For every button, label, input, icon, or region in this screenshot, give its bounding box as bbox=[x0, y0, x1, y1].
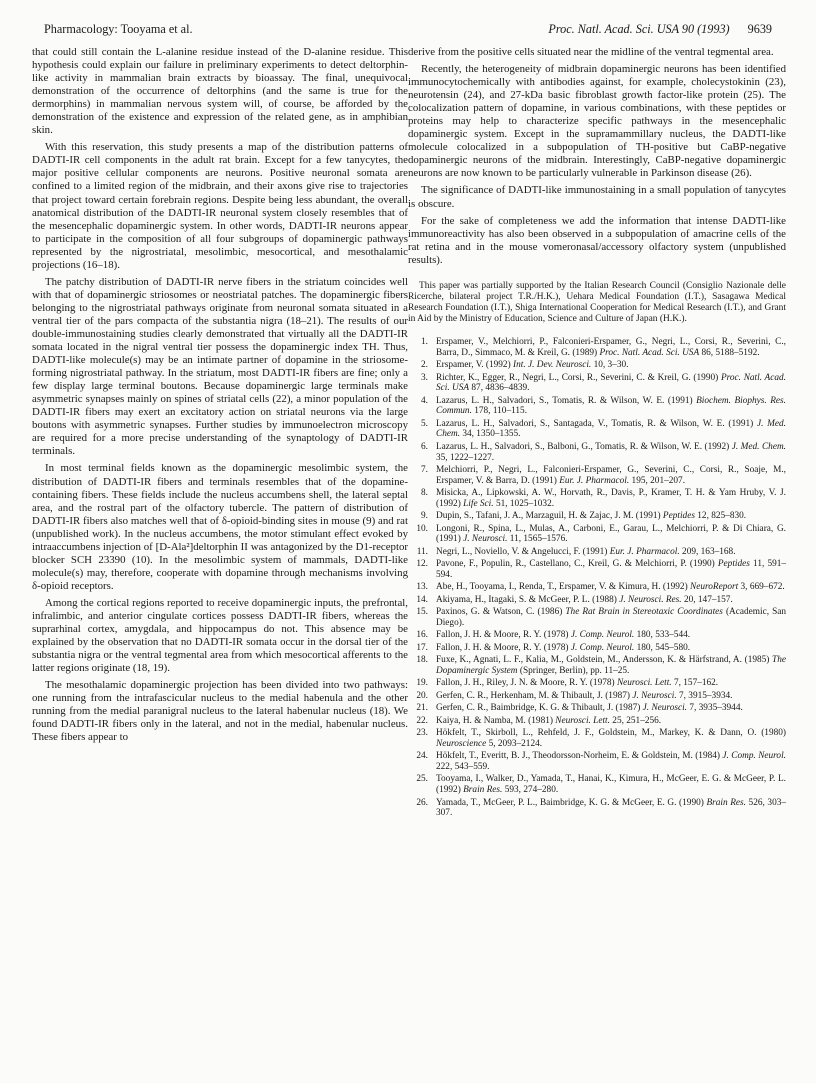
journal-citation: Proc. Natl. Acad. Sci. USA 90 (1993) bbox=[548, 22, 730, 36]
reference-authors: Lazarus, L. H., Salvadori, S., Balboni, G., Tomatis, R. & Wilson, W. E. (1992) bbox=[436, 441, 730, 452]
reference-authors: Hökfelt, T., Everitt, B. J., Theodorsson-Norheim, E. & Goldstein, M. (1984) bbox=[436, 751, 720, 762]
reference-volume: 180, bbox=[636, 630, 653, 641]
reference-number: 6. bbox=[421, 441, 428, 452]
reference-pages: 825–830. bbox=[711, 511, 747, 522]
body-paragraph: With this reservation, this study presents a map of the distribution patterns of DADTI-IR cell components in the adult rat brain. Except for a few tanycytes, the major positive cellular components are neurons. Positive neuronal somata are confined to a limited region of the midbrain, and their axons give rise to trajectories that project toward certain forebrain regions. Despite being less abundant, the overall anatomical distribution of the DADTI-IR neuronal system closely resembles that of the mesencephalic dopaminergic system. In other words, DADTI-IR neurons appear to participate in the composition of all four subgroups of dopaminergic pathways represented by the nigrostriatal, mesolimbic, mesocortical, and mesothalamic projections (16–18). bbox=[32, 141, 408, 271]
reference-volume: 222, bbox=[436, 761, 453, 772]
reference-authors: Erspamer, V., Melchiorri, P., Falconieri-Erspamer, G., Negri, L., Corsi, R., Severini, C., Barra, D., Simmaco, M. & Kreil, G. (1989) bbox=[436, 337, 786, 358]
reference-volume: 7, bbox=[673, 678, 681, 689]
reference-number: 1. bbox=[421, 337, 428, 348]
reference-journal: J. Neurosci. bbox=[463, 534, 508, 545]
reference-pages: (Springer, Berlin), pp. 11–25. bbox=[519, 665, 630, 676]
reference-volume: 3, bbox=[740, 582, 748, 593]
reference-authors: Lazarus, L. H., Salvadori, S., Tomatis, R. & Wilson, W. E. (1991) bbox=[436, 395, 693, 406]
reference-pages: 2093–2124. bbox=[497, 738, 543, 749]
reference-list bbox=[408, 337, 786, 819]
reference-volume: 34, bbox=[462, 429, 474, 440]
reference-authors: Fallon, J. H. & Moore, R. Y. (1978) bbox=[436, 642, 569, 653]
reference-pages: 3935–3944. bbox=[698, 703, 743, 714]
reference-journal: Peptides bbox=[662, 511, 695, 522]
reference-journal: Proc. Natl. Acad. Sci. USA bbox=[436, 372, 786, 394]
reference-volume: 11, bbox=[509, 534, 522, 545]
reference-journal: The Dopaminergic System bbox=[436, 655, 786, 676]
reference-pages: 110–115. bbox=[492, 406, 528, 417]
reference-journal: Neurosci. Lett. bbox=[616, 678, 672, 689]
reference-number: 17. bbox=[416, 642, 428, 653]
left-column bbox=[32, 46, 408, 744]
reference-item bbox=[408, 360, 786, 371]
reference-item bbox=[408, 774, 786, 795]
reference-item bbox=[408, 678, 786, 689]
reference-pages: 533–544. bbox=[655, 630, 691, 641]
reference-number: 4. bbox=[421, 395, 428, 406]
reference-pages: 1025–1032. bbox=[509, 498, 555, 509]
reference-volume: 7, bbox=[678, 690, 686, 701]
reference-authors: Gerfen, C. R., Baimbridge, K. G. & Thibault, J. (1987) bbox=[436, 703, 641, 714]
reference-item bbox=[408, 465, 786, 486]
reference-number: 21. bbox=[416, 703, 428, 714]
reference-item bbox=[408, 337, 786, 358]
reference-item bbox=[408, 595, 786, 606]
reference-volume: 209, bbox=[682, 546, 699, 557]
reference-item bbox=[408, 559, 786, 580]
reference-number: 12. bbox=[416, 559, 428, 570]
reference-item bbox=[408, 728, 786, 749]
body-paragraph: The significance of DADTI-like immunostaining in a small population of tanycytes is obscure. bbox=[408, 184, 786, 210]
reference-item bbox=[408, 751, 786, 772]
reference-item bbox=[408, 716, 786, 727]
reference-number: 25. bbox=[416, 774, 428, 785]
reference-number: 9. bbox=[421, 511, 428, 522]
reference-pages: 3915–3934. bbox=[688, 690, 733, 701]
reference-pages: 3–30. bbox=[607, 360, 629, 371]
reference-pages: 1350–1355. bbox=[476, 429, 521, 440]
reference-item bbox=[408, 511, 786, 522]
reference-volume: 87, bbox=[471, 383, 484, 394]
reference-pages: 545–580. bbox=[655, 642, 691, 653]
reference-number: 22. bbox=[416, 715, 428, 726]
reference-number: 23. bbox=[416, 728, 428, 739]
reference-item bbox=[408, 582, 786, 593]
running-head-journal-block bbox=[548, 22, 772, 36]
reference-volume: 180, bbox=[636, 642, 653, 653]
reference-authors: Paxinos, G. & Watson, C. (1986) bbox=[436, 607, 563, 618]
reference-journal: J. Comp. Neurol. bbox=[570, 630, 635, 641]
body-paragraph: For the sake of completeness we add the information that intense DADTI-like immunoreactivity has also been observed in a subpopulation of amacrine cells of the rat retina and in the mouse vomeronasal/accessory olfactory system (unpublished results). bbox=[408, 214, 786, 266]
reference-journal: Eur. J. Pharmacol. bbox=[559, 475, 630, 486]
reference-number: 8. bbox=[421, 488, 428, 499]
reference-journal: J. Neurosci. bbox=[642, 703, 687, 714]
body-paragraph: Among the cortical regions reported to receive dopaminergic inputs, the prefrontal, infralimbic, and anterior cingulate cortices possess DADTI-IR fibers, whereas the suprarhinal cortex, amygdala, and hippocampus do not. This absence may be explained by the observation that no DADTI-IR somata occur in the dorsal tier of the substantia nigra or the ventral tegmental area from which mesocortical afferents to the latter regions originate (18, 19). bbox=[32, 596, 408, 675]
reference-pages: 669–672. bbox=[749, 582, 785, 593]
reference-authors: Pavone, F., Populin, R., Castellano, C., Kreil, G. & Melchiorri, P. (1990) bbox=[436, 559, 715, 570]
reference-journal: Int. J. Dev. Neurosci. bbox=[513, 360, 592, 371]
acknowledgment bbox=[408, 281, 786, 325]
reference-authors: Akiyama, H., Itagaki, S. & McGeer, P. L. (1988) bbox=[436, 594, 617, 605]
reference-journal: Neurosci. Lett. bbox=[555, 715, 610, 726]
reference-pages: 543–559. bbox=[454, 761, 490, 772]
reference-item bbox=[408, 442, 786, 463]
reference-journal: Brain Res. bbox=[463, 785, 503, 796]
reference-authors: Erspamer, V. (1992) bbox=[436, 360, 511, 371]
body-paragraph: The mesothalamic dopaminergic projection has been divided into two pathways: one running from the intrafascicular nucleus to the medial habenula and the other running from the medial paranigral nucleus to the lateral habenular nucleus (18). We found DADTI-IR fibers only in the lateral, and not in the medial, habenular nucleus. These fibers appear to bbox=[32, 679, 408, 744]
reference-item bbox=[408, 419, 786, 440]
right-column bbox=[408, 46, 786, 821]
reference-pages: (Academic, San Diego). bbox=[436, 607, 787, 628]
reference-pages: 5188–5192. bbox=[715, 347, 760, 358]
reference-item bbox=[408, 798, 786, 819]
reference-authors: Abe, H., Tooyama, I., Renda, T., Erspamer, V. & Kimura, H. (1992) bbox=[436, 582, 688, 593]
reference-authors: Hökfelt, T., Skirboll, L., Rehfeld, J. F., Goldstein, M., Markey, K. & Dann, O. (1980) bbox=[436, 728, 786, 739]
reference-journal: J. Comp. Neurol. bbox=[722, 751, 786, 762]
reference-volume: 11, bbox=[753, 559, 765, 570]
reference-item bbox=[408, 373, 786, 394]
reference-volume: 12, bbox=[697, 511, 709, 522]
reference-authors: Misicka, A., Lipkowski, A. W., Horvath, R., Davis, P., Kramer, T. H. & Yam Hruby, V. J. (1992) bbox=[436, 488, 786, 509]
reference-pages: 274–280. bbox=[523, 785, 559, 796]
reference-journal: J. Neurosci. Res. bbox=[619, 594, 682, 605]
reference-authors: Lazarus, L. H., Salvadori, S., Santagada, V., Tomatis, R. & Wilson, W. E. (1991) bbox=[436, 418, 754, 429]
reference-number: 15. bbox=[416, 607, 428, 618]
reference-volume: 20, bbox=[683, 594, 696, 605]
reference-number: 18. bbox=[416, 655, 428, 666]
reference-volume: 35, bbox=[436, 452, 448, 463]
reference-number: 20. bbox=[416, 690, 428, 701]
body-paragraph: that could still contain the L-alanine residue instead of the D-alanine residue. This hypothesis could explain our failure in preliminary experiments to detect deltorphin-like activity in mammalian brain extracts by bioassay. The final, unequivocal demonstration of the occurrence of deltorphins (and the same is true for the dermorphins) in mammalian nervous system will, of course, be afforded by the demonstration of the existence and expression of the related gene, as in amphibian skin. bbox=[32, 46, 408, 137]
reference-journal: J. Comp. Neurol. bbox=[570, 642, 635, 653]
reference-number: 24. bbox=[416, 751, 428, 762]
reference-journal: J. Med. Chem. bbox=[731, 441, 786, 452]
reference-journal: J. Med. Chem. bbox=[436, 418, 786, 440]
reference-volume: 5, bbox=[488, 738, 496, 749]
reference-journal: The Rat Brain in Stereotaxic Coordinates bbox=[565, 607, 723, 618]
reference-pages: 201–207. bbox=[650, 475, 686, 486]
reference-number: 13. bbox=[416, 582, 428, 593]
reference-item bbox=[408, 547, 786, 558]
reference-journal: Peptides bbox=[717, 559, 750, 570]
reference-number: 7. bbox=[421, 465, 428, 475]
reference-number: 2. bbox=[421, 360, 428, 371]
reference-journal: Life Sci. bbox=[463, 498, 494, 509]
reference-volume: 7, bbox=[689, 703, 697, 714]
reference-pages: 1565–1576. bbox=[523, 534, 568, 545]
reference-journal: NeuroReport bbox=[690, 582, 739, 593]
reference-number: 3. bbox=[421, 372, 428, 383]
reference-volume: 526, bbox=[748, 797, 765, 808]
reference-authors: Longoni, R., Spina, L., Mulas, A., Carboni, E., Garau, L., Melchiorri, P. & Di Chiara, G. (1991) bbox=[436, 523, 786, 545]
reference-number: 19. bbox=[416, 678, 428, 689]
body-paragraph: derive from the positive cells situated near the midline of the ventral tegmental area. bbox=[408, 46, 774, 58]
reference-journal: Biochem. Biophys. Res. Commun. bbox=[436, 395, 786, 417]
page-number: 9639 bbox=[747, 22, 772, 36]
reference-journal: Neuroscience bbox=[436, 738, 487, 749]
reference-item bbox=[408, 488, 786, 509]
reference-authors: Fuxe, K., Agnati, L. F., Kalia, M., Goldstein, M., Andersson, K. & Härfstrand, A. (1985) bbox=[436, 655, 770, 666]
reference-pages: 157–162. bbox=[683, 678, 719, 689]
reference-journal: Eur. J. Pharmacol. bbox=[609, 546, 680, 557]
reference-pages: 163–168. bbox=[700, 546, 736, 557]
reference-journal: Brain Res. bbox=[706, 797, 746, 808]
reference-number: 14. bbox=[416, 594, 428, 605]
reference-volume: 51, bbox=[495, 498, 508, 509]
reference-pages: 251–256. bbox=[626, 715, 662, 726]
reference-number: 26. bbox=[416, 797, 428, 808]
acknowledgment-text: This paper was partially supported by the Italian Research Council (Consiglio Nazionale delle Ricerche, bilateral project T.R./H.K.), Uehara Medical Foundation (I.T.), Sasagawa Medical Research Foundation (I.T.), Shiga International Cooperation for Medical Research (I.T.), and Grant in Aid by the Ministry of Education, Science and Culture of Japan (H.K.). bbox=[408, 280, 786, 325]
reference-number: 10. bbox=[416, 523, 428, 534]
reference-authors: Dupin, S., Tafani, J. A., Marzaguil, H. & Zajac, J. M. (1991) bbox=[436, 511, 661, 522]
reference-volume: 86, bbox=[701, 347, 714, 358]
reference-authors: Gerfen, C. R., Herkenham, M. & Thibault, J. (1987) bbox=[436, 690, 630, 701]
reference-volume: 10, bbox=[593, 360, 606, 371]
reference-pages: 303–307. bbox=[436, 797, 787, 819]
reference-pages: 147–157. bbox=[697, 594, 733, 605]
reference-authors: Fallon, J. H., Riley, J. N. & Moore, R. Y. (1978) bbox=[436, 678, 615, 689]
reference-item bbox=[408, 607, 786, 628]
reference-item bbox=[408, 643, 786, 654]
reference-authors: Kaiya, H. & Namba, M. (1981) bbox=[436, 715, 553, 726]
reference-pages: 4836–4839. bbox=[485, 383, 530, 394]
body-paragraph: The patchy distribution of DADTI-IR nerve fibers in the striatum coincides well with that of dopaminergic striosomes or neostriatal patches. The dopaminergic fibers belonging to the nigrostriatal pathways originate from neuronal somata situated in a ventral tier of the pars compacta of the substantia nigra (18–21). The results of our double-immunostaining studies clearly demonstrated that virtually all the DADTI-IR somata located in the nigral ventral tier possess the dopaminergic index TH. Thus, DADTI-like molecule(s) may be an intimate partner of dopamine in the striosome-forming nigrostriatal pathway. In the striatum, most DADTI-IR fibers are fine; only a few display large terminal boutons. Because dopaminergic large terminals make asymmetric synapses mainly on spines of striatal cells (22), a minor population of the DADTI-IR fibers may exert an excitatory action on striatal neurons via the large boutons with asymmetric synapses. Further studies by immunoelectron microscopy are required for a more precise understanding of the synaptology of DADTI-IR terminals. bbox=[32, 275, 408, 458]
reference-authors: Tooyama, I., Walker, D., Yamada, T., Hanai, K., Kimura, H., McGeer, E. G. & McGeer, P. L. (1992) bbox=[436, 774, 786, 796]
reference-authors: Fallon, J. H. & Moore, R. Y. (1978) bbox=[436, 630, 569, 641]
reference-item bbox=[408, 703, 786, 714]
reference-authors: Melchiorri, P., Negri, L., Falconieri-Erspamer, G., Severini, C., Corsi, R., Soaje, M., Erspamer, V. & Barra, D. (1991) bbox=[436, 465, 786, 486]
reference-journal: J. Neurosci. bbox=[632, 690, 677, 701]
reference-volume: 178, bbox=[474, 406, 491, 417]
reference-authors: Richter, K., Egger, R., Negri, L., Corsi, R., Severini, C. & Kreil, G. (1990) bbox=[436, 372, 719, 383]
reference-item bbox=[408, 524, 786, 545]
reference-number: 16. bbox=[416, 630, 428, 641]
reference-volume: 195, bbox=[631, 475, 648, 486]
reference-volume: 25, bbox=[612, 715, 624, 726]
reference-volume: 593, bbox=[504, 785, 521, 796]
reference-authors: Yamada, T., McGeer, P. L., Baimbridge, K. G. & McGeer, E. G. (1990) bbox=[436, 797, 704, 808]
reference-item bbox=[408, 691, 786, 702]
reference-number: 11. bbox=[416, 546, 428, 557]
reference-item bbox=[408, 630, 786, 641]
reference-journal: Proc. Natl. Acad. Sci. USA bbox=[599, 347, 700, 358]
reference-item bbox=[408, 396, 786, 417]
reference-pages: 1222–1227. bbox=[449, 452, 495, 463]
body-paragraph: In most terminal fields known as the dopaminergic mesolimbic system, the distribution of DADTI-IR fibers and terminals resembles that of the dopamine-containing fibers. These fields include the nucleus accumbens shell, the lateral septal area, and the rostral part of the olfactory tubercle. The pattern of distribution of DADTI-IR fibers also matches well that of δ-opioid-binding sites in mouse (9) and rat (unpublished work). In the nucleus accumbens, the motor stimulant effect evoked by intraaccumbens injection of [D-Ala²]deltorphin II was antagonized by the D1-receptor blocker SCH 23390 (10). In the mesolimbic system of mammals, DADTI-like molecule(s) may, therefore, cooperate with dopamine through mechanisms involving δ-opioid receptors. bbox=[32, 462, 408, 592]
running-head-title: Pharmacology: Tooyama et al. bbox=[44, 22, 193, 36]
body-paragraph: Recently, the heterogeneity of midbrain dopaminergic neurons has been identified immunocytochemically with antibodies against, for example, cholecystokinin (23), neurotensin (24), and 27-kDa basic fibroblast growth factor-like protein (25). The colocalization pattern of dopamine, in various combinations, with these peptides or proteins may help to characterize specific pathways in the mesencephalic dopaminergic system. Except in the supramammillary nucleus, the DADTI-like molecule colocalized in a subpopulation of TH-positive but CaBP-negative dopaminergic neurons of the midbrain. Interestingly, CaBP-negative dopaminergic neurons are now known to be particularly vulnerable in Parkinson disease (26). bbox=[408, 63, 786, 180]
reference-item bbox=[408, 655, 786, 676]
reference-number: 5. bbox=[421, 418, 428, 429]
reference-pages: 591–594. bbox=[436, 559, 787, 580]
reference-authors: Negri, L., Noviello, V. & Angelucci, F. (1991) bbox=[436, 546, 608, 557]
